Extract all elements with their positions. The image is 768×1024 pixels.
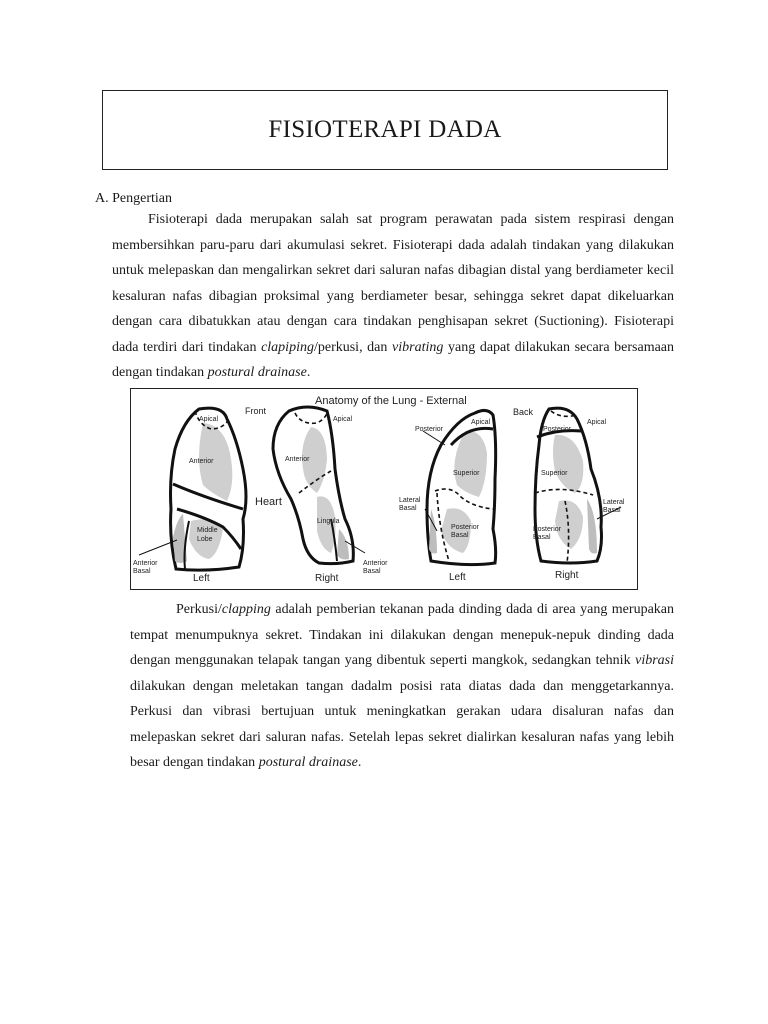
- label-lateral-basal-right-2: Basal: [603, 507, 621, 514]
- p2-text-1: Perkusi/: [176, 602, 222, 617]
- p1-text-1: Fisioterapi dada merupakan salah sat program perawatan pada sistem respirasi dengan membersihkan paru-paru dari akumulasi sekret. Fisioterapi dada adalah tindakan yang dilakukan untuk melepaskan dan mengalirkan sekret dari saluran nafas dibagian distal yang berdiameter kecil kesaluran nafas dibagian proksimal yang berdiameter besar, sehingga sekret dapat dikeluarkan dengan cara dibatukkan atau dengan cara tindakan penghisapan sekret (Suctioning). Fisioterapi dada terdiri dari tindakan: [112, 212, 674, 355]
- p1-italic-postural: postural drainase: [207, 365, 307, 380]
- label-anterior-2: Anterior: [285, 456, 310, 463]
- p1-text-4: .: [306, 365, 311, 380]
- label-anterior-basal-left-2: Basal: [133, 568, 151, 575]
- p2-italic-vibrasi: vibrasi: [635, 653, 674, 668]
- label-left-1: Left: [193, 573, 210, 584]
- label-back: Back: [513, 407, 534, 417]
- label-posterior-basal-right-1: Posterior: [533, 526, 562, 533]
- p1-italic-clapiping: clapiping: [261, 339, 314, 355]
- label-anterior-1: Anterior: [189, 458, 214, 465]
- document-title: FISIOTERAPI DADA: [268, 116, 502, 143]
- p1-text-3: yang dapat dilakukan secara bersamaan dengan tindakan: [112, 339, 675, 380]
- label-posterior-2: Posterior: [543, 426, 572, 433]
- label-posterior-basal-left-2: Basal: [451, 532, 469, 539]
- label-posterior-basal-right-2: Basal: [533, 534, 551, 541]
- label-anterior-basal-left-1: Anterior: [133, 560, 158, 567]
- p1-italic-vibrating: vibrating: [392, 339, 444, 355]
- label-anterior-basal-right-2: Basal: [363, 568, 381, 575]
- label-lateral-basal-right-1: Lateral: [603, 499, 625, 506]
- section-heading: A. Pengertian: [95, 191, 172, 206]
- label-apical-2: Apical: [333, 416, 353, 423]
- paragraph-perkusi: [130, 597, 674, 776]
- label-superior-1: Superior: [453, 470, 480, 477]
- label-lingula: Lingula: [317, 518, 340, 525]
- label-posterior-basal-left-1: Posterior: [451, 524, 480, 531]
- lung-anatomy-figure: [130, 388, 638, 590]
- title-box: [102, 90, 668, 170]
- label-posterior: Posterior: [415, 426, 444, 433]
- lung-front-right: [273, 407, 365, 564]
- label-middle-lobe-1: Middle: [197, 527, 218, 534]
- lung-front-left: [139, 408, 246, 570]
- p2-italic-postural: postural drainase: [258, 755, 358, 770]
- label-front: Front: [245, 406, 267, 416]
- label-apical-3: Apical: [471, 419, 491, 426]
- paragraph-pengertian: [112, 207, 674, 386]
- label-heart: Heart: [255, 496, 282, 508]
- p2-text-3: dilakukan dengan meletakan tangan dadalm posisi rata diatas dada dan menggetarkannya. Perkusi dan vibrasi bertujuan untuk meningkatkan gerakan udara disaluran nafas dan melepaskan sekret dari saluran nafas. Setelah lepas sekret dialirkan kesaluran nafas yang lebih besar dengan tindakan: [130, 678, 674, 770]
- label-right-1: Right: [315, 573, 339, 584]
- label-anterior-basal-right-1: Anterior: [363, 560, 388, 567]
- p2-text-2: adalah pemberian tekanan pada dinding dada di area yang merupakan tempat menumpuknya sekret. Tindakan ini dilakukan dengan menepuk-nepuk dinding dada dengan menggunakan telapak tangan yang dibentuk seperti mangkok, sedangkan tehnik: [130, 602, 674, 668]
- p2-italic-clapping: clapping: [221, 602, 271, 617]
- label-apical-1: Apical: [199, 416, 219, 423]
- lung-anatomy-diagram: [131, 389, 637, 589]
- label-lateral-basal-left-1: Lateral: [399, 497, 421, 504]
- lung-back-left: [423, 410, 496, 564]
- p2-text-4: .: [357, 755, 362, 770]
- label-apical-4: Apical: [587, 419, 607, 426]
- label-lateral-basal-left-2: Basal: [399, 505, 417, 512]
- p1-text-2: /perkusi, dan: [313, 339, 393, 355]
- label-right-2: Right: [555, 570, 579, 581]
- label-left-2: Left: [449, 572, 466, 583]
- figure-title: Anatomy of the Lung - External: [315, 395, 467, 407]
- label-superior-2: Superior: [541, 470, 568, 477]
- label-middle-lobe-2: Lobe: [197, 536, 213, 543]
